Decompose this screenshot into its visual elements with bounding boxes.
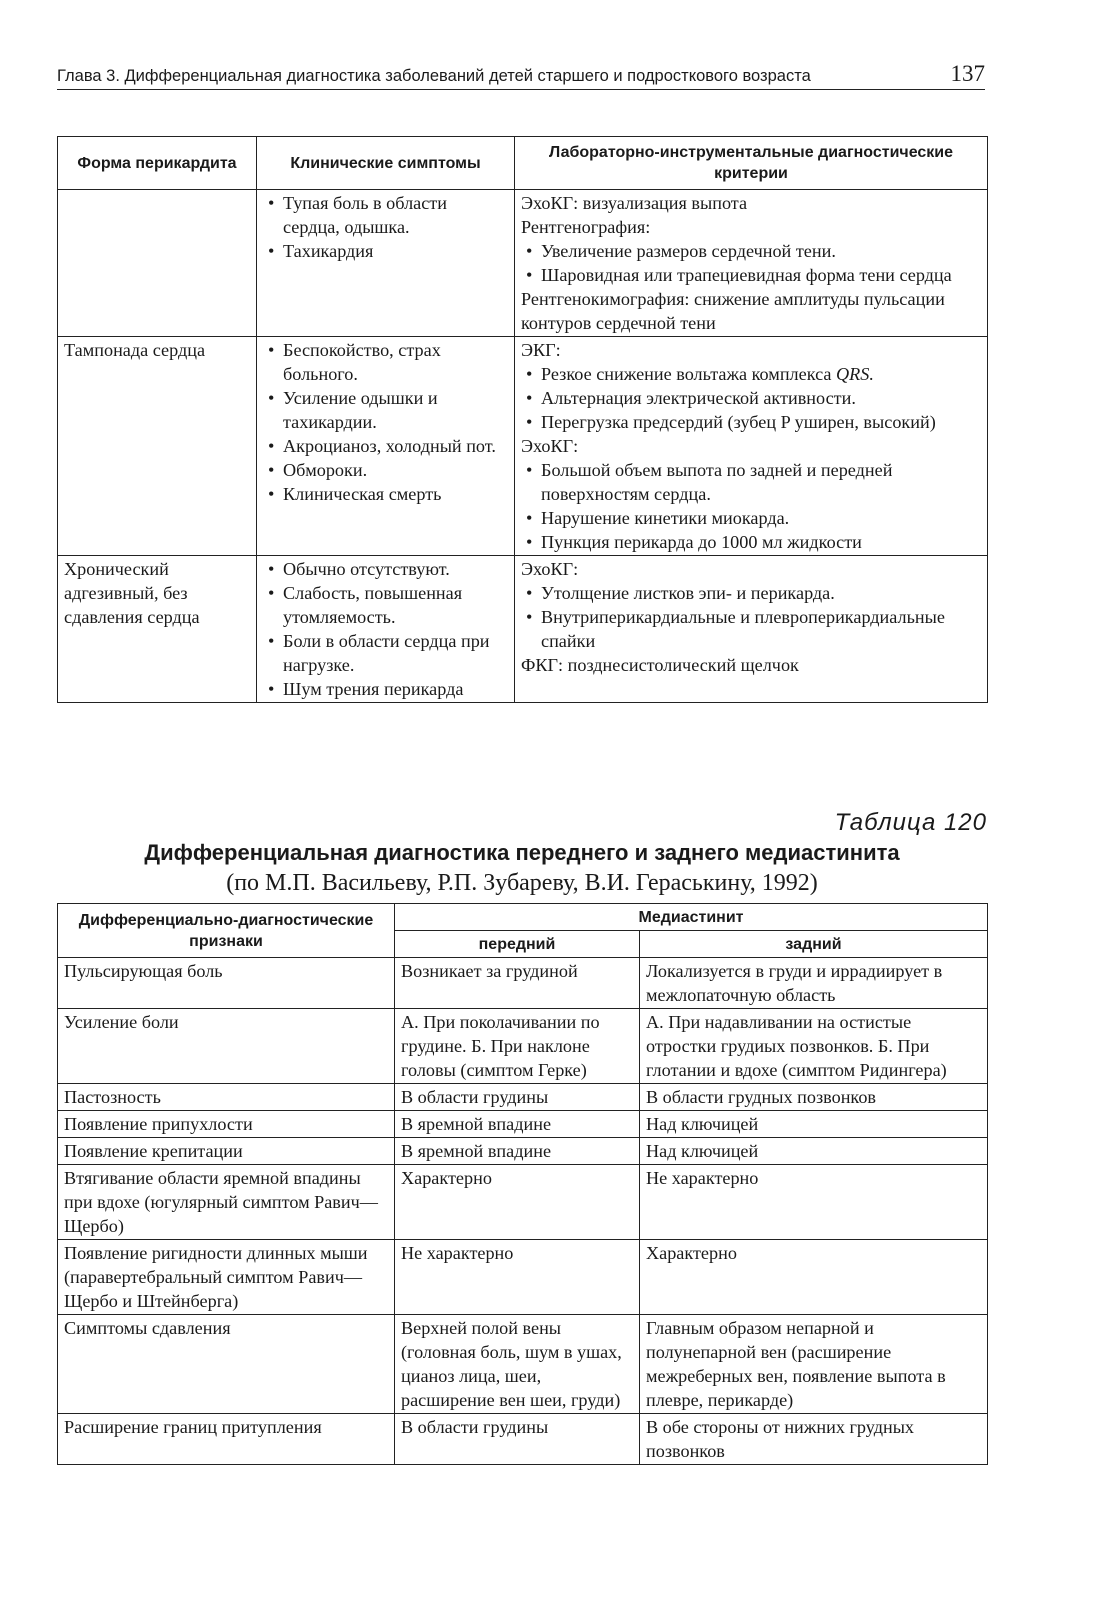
cell-back: В области грудных позвонков — [640, 1084, 988, 1111]
table-header-row — [58, 904, 988, 931]
list-item: • Увеличение размеров сердечной тени. — [521, 239, 981, 263]
list-item: • Усиление одышки и тахикардии. — [263, 386, 508, 434]
list-item: • Слабость, повышенная утомляемость. — [263, 581, 508, 629]
cell-front: А. При поколачивании по грудине. Б. При наклоне головы (симптом Герке) — [395, 1009, 640, 1084]
ekg-item-text: Резкое снижение вольтажа комплекса — [541, 364, 836, 384]
cell-symptoms — [257, 190, 515, 337]
cell-form: Тампонада сердца — [58, 337, 257, 556]
cell-criteria — [515, 556, 988, 703]
table-row — [58, 337, 988, 556]
table-row — [58, 1009, 988, 1084]
echo-label: ЭхоКГ: — [521, 559, 579, 579]
list-item: • Обмороки. — [263, 458, 508, 482]
cell-sign: Симптомы сдавления — [58, 1315, 395, 1414]
list-item: • Тупая боль в области сердца, одышка. — [263, 191, 508, 239]
echo-label: ЭхоКГ: — [521, 436, 579, 456]
list-item: • Нарушение кинетики миокарда. — [521, 506, 981, 530]
cell-sign: Пульсирующая боль — [58, 958, 395, 1009]
header-symptoms: Клинические симптомы — [257, 137, 515, 190]
cell-symptoms — [257, 556, 515, 703]
list-item: • Большой объем выпота по задней и передней поверхностям сердца. — [521, 458, 981, 506]
cell-criteria — [515, 337, 988, 556]
table-header-row — [58, 137, 988, 190]
table-subtitle: (по М.П. Васильеву, Р.П. Зубареву, В.И. Гераськину, 1992) — [226, 870, 818, 896]
table-row — [58, 1315, 988, 1414]
cell-sign: Пастозность — [58, 1084, 395, 1111]
cell-sign: Появление припухлости — [58, 1111, 395, 1138]
kymo-text: Рентгенокимография: снижение амплитуды пульсации контуров сердечной тени — [521, 289, 945, 333]
cell-form: Хронический адгезивный, без сдавления сердца — [58, 556, 257, 703]
cell-back: А. При надавливании на остистые отростки грудиых позвонков. Б. При глотании и вдохе (симптом Ридингера) — [640, 1009, 988, 1084]
header-front: передний — [395, 931, 640, 958]
table-row — [58, 190, 988, 337]
list-item: • Шум трения перикарда — [263, 677, 508, 701]
cell-front: Характерно — [395, 1165, 640, 1240]
cell-front: Не характерно — [395, 1240, 640, 1315]
cell-back: Характерно — [640, 1240, 988, 1315]
table-row — [58, 1138, 988, 1165]
list-item: • Боли в области сердца при нагрузке. — [263, 629, 508, 677]
cell-back: Над ключицей — [640, 1111, 988, 1138]
cell-front: В яремной впадине — [395, 1138, 640, 1165]
pericarditis-table — [57, 136, 988, 703]
xray-label: Рентгенография: — [521, 217, 651, 237]
table-row — [58, 958, 988, 1009]
header-mediastinitis: Медиастинит — [395, 904, 988, 931]
table-row — [58, 1165, 988, 1240]
cell-back: В обе стороны от нижних грудных позвонков — [640, 1414, 988, 1465]
header-sign: Дифференциально-диагностические признаки — [58, 904, 395, 958]
cell-front: Верхней полой вены (головная боль, шум в ушах, цианоз лица, шеи, расширение вен шеи, груди) — [395, 1315, 640, 1414]
cell-criteria — [515, 190, 988, 337]
cell-sign: Усиление боли — [58, 1009, 395, 1084]
table-row — [58, 1084, 988, 1111]
cell-symptoms — [257, 337, 515, 556]
cell-front: В области грудины — [395, 1084, 640, 1111]
cell-front: В яремной впадине — [395, 1111, 640, 1138]
list-item: • Внутриперикардиальные и плевроперикардиальные спайки — [521, 605, 981, 653]
list-item: • Шаровидная или трапециевидная форма тени сердца — [521, 263, 981, 287]
cell-front: Возникает за грудиной — [395, 958, 640, 1009]
cell-back: Не характерно — [640, 1165, 988, 1240]
fkg-text: ФКГ: позднесистолический щелчок — [521, 655, 799, 675]
header-form: Форма перикардита — [58, 137, 257, 190]
echo-text: ЭхоКГ: визуализация выпота — [521, 193, 748, 213]
qrs-term: QRS. — [836, 364, 874, 384]
cell-back: Над ключицей — [640, 1138, 988, 1165]
table-row — [58, 1414, 988, 1465]
cell-front: В области грудины — [395, 1414, 640, 1465]
table-number: Таблица 120 — [834, 809, 987, 836]
page-number: 137 — [950, 61, 985, 86]
chapter-title: Глава 3. Дифференциальная диагностика заболеваний детей старшего и подросткового возраста — [57, 67, 811, 85]
list-item: • Утолщение листков эпи- и перикарда. — [521, 581, 981, 605]
cell-form — [58, 190, 257, 337]
cell-back: Локализуется в груди и иррадиирует в межлопаточную область — [640, 958, 988, 1009]
list-item: • Перегрузка предсердий (зубец P уширен, высокий) — [521, 410, 981, 434]
ekg-label: ЭКГ: — [521, 340, 561, 360]
cell-sign: Появление крепитации — [58, 1138, 395, 1165]
list-item: • Тахикардия — [263, 239, 508, 263]
list-item — [521, 362, 981, 386]
header-criteria: Лабораторно-инструментальные диагностические критерии — [515, 137, 988, 190]
list-item: • Обычно отсутствуют. — [263, 557, 508, 581]
running-head — [57, 62, 985, 90]
cell-sign: Появление ригидности длинных мыши (паравертебральный симптом Равич—Щербо и Штейнберга) — [58, 1240, 395, 1315]
list-item: • Пункция перикарда до 1000 мл жидкости — [521, 530, 981, 554]
cell-sign: Втягивание области яремной впадины при вдохе (югулярный симптом Равич—Щербо) — [58, 1165, 395, 1240]
cell-sign: Расширение границ притупления — [58, 1414, 395, 1465]
table-row — [58, 1240, 988, 1315]
list-item: • Акроцианоз, холодный пот. — [263, 434, 508, 458]
table-title: Дифференциальная диагностика переднего и заднего медиастинита — [144, 840, 900, 865]
mediastinitis-table — [57, 903, 988, 1465]
header-back: задний — [640, 931, 988, 958]
list-item: • Альтернация электрической активности. — [521, 386, 981, 410]
list-item: • Беспокойство, страх больного. — [263, 338, 508, 386]
table-row — [58, 556, 988, 703]
table-row — [58, 1111, 988, 1138]
list-item: • Клиническая смерть — [263, 482, 508, 506]
cell-back: Главным образом непарной и полунепарной вен (расширение межреберных вен, появление выпота в плевре, перикарде) — [640, 1315, 988, 1414]
